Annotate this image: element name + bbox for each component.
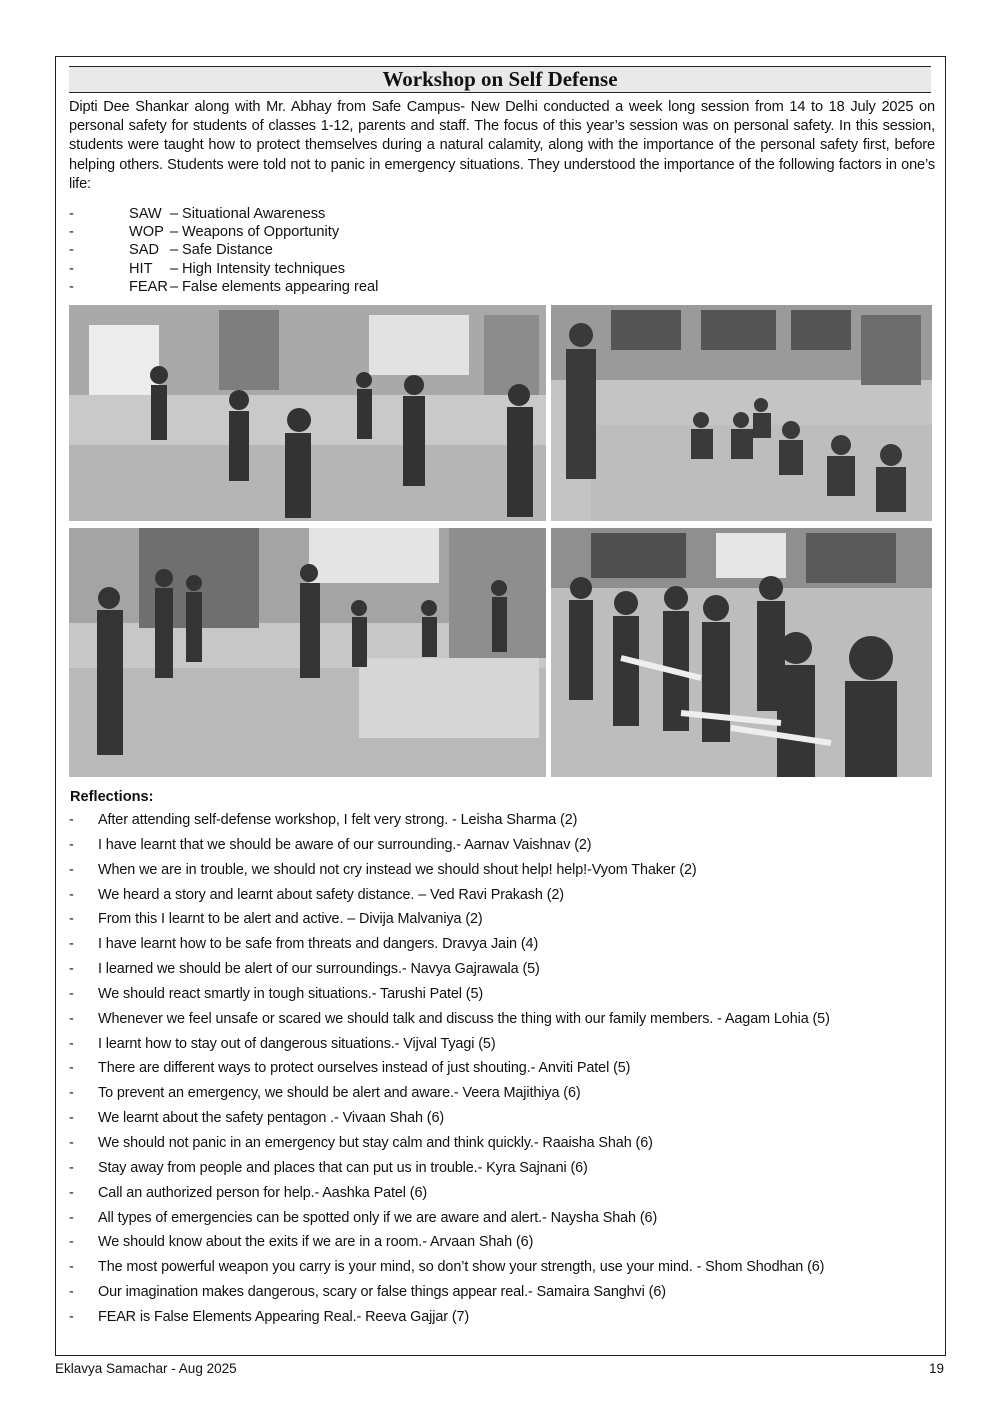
footer-publication: Eklavya Samachar - Aug 2025 — [55, 1361, 237, 1376]
article-intro: Dipti Dee Shankar along with Mr. Abhay from Safe Campus- New Delhi conducted a week long session from 14 to 18 July 2025 on personal safety for students of classes 1-12, parents and staff. The focus of this year’s session was on personal safety. In this session, students were taught how to protect themselves during a natural calamity, along with the importance of the personal safety first, before helping others. Students were told not to panic in emergency situations. They understood the importance of the following factors in one’s life: — [69, 99, 935, 192]
reflection-text: When we are in trouble, we should not cry instead we should shout help! help!-Vyom Thaker (2) — [98, 861, 697, 878]
reflection-item — [69, 858, 939, 883]
reflection-item — [69, 957, 939, 982]
reflection-text: There are different ways to protect ourselves instead of just shouting.- Anviti Patel (5) — [98, 1060, 631, 1077]
reflection-text: After attending self-defense workshop, I felt very strong. - Leisha Sharma (2) — [98, 812, 578, 828]
reflection-text: We heard a story and learnt about safety distance. – Ved Ravi Prakash (2) — [98, 886, 564, 903]
bullet-dash: - — [69, 1308, 74, 1325]
bullet-dash: - — [69, 1134, 74, 1151]
factor-meaning: Weapons of Opportunity — [182, 224, 340, 241]
bullet-dash: - — [69, 911, 74, 928]
bullet-dash: - — [69, 206, 74, 222]
workshop-photo-4 — [551, 528, 932, 777]
reflection-item — [69, 1032, 939, 1057]
bullet-dash: - — [69, 224, 74, 241]
bullet-dash: - — [69, 242, 74, 259]
factor-meaning: Situational Awareness — [182, 206, 326, 222]
reflection-item — [69, 932, 939, 957]
bullet-dash: - — [69, 961, 74, 978]
bullet-dash: - — [69, 936, 74, 953]
reflection-item — [69, 1081, 939, 1106]
bullet-dash: - — [69, 278, 74, 295]
reflection-item — [69, 1131, 939, 1156]
reflection-item — [69, 1280, 939, 1305]
bullet-dash: - — [69, 861, 74, 878]
reflection-item — [69, 833, 939, 858]
reflection-text: FEAR is False Elements Appearing Real.- Reeva Gajjar (7) — [98, 1308, 470, 1325]
factor-abbr: SAD — [129, 242, 160, 259]
photo-illustration — [551, 528, 932, 777]
reflection-item — [69, 1305, 939, 1330]
bullet-dash: - — [69, 260, 74, 277]
bullet-dash: - — [69, 1284, 74, 1301]
reflection-item — [69, 1156, 939, 1181]
bullet-dash: - — [69, 1010, 74, 1027]
factor-item — [69, 205, 569, 223]
bullet-dash: - — [69, 812, 74, 828]
factor-separator: – — [170, 224, 179, 241]
reflection-text: Our imagination makes dangerous, scary or false things appear real.- Samaira Sanghvi (6) — [98, 1284, 666, 1301]
reflection-item — [69, 1007, 939, 1032]
factor-meaning: False elements appearing real — [182, 278, 379, 295]
reflection-item — [69, 1255, 939, 1280]
photo-illustration — [551, 305, 932, 521]
workshop-photo-3 — [69, 528, 546, 777]
reflection-text: I have learnt how to be safe from threats and dangers. Dravya Jain (4) — [98, 936, 539, 953]
factor-list — [69, 205, 569, 296]
reflection-text: I have learnt that we should be aware of our surrounding.- Aarnav Vaishnav (2) — [98, 836, 592, 853]
reflection-item — [69, 982, 939, 1007]
bullet-dash: - — [69, 1259, 74, 1276]
reflections-heading: Reflections: — [70, 789, 154, 805]
reflection-text: Call an authorized person for help.- Aashka Patel (6) — [98, 1184, 428, 1201]
reflection-text: Stay away from people and places that can put us in trouble.- Kyra Sajnani (6) — [98, 1159, 588, 1176]
reflection-text: I learned we should be alert of our surroundings.- Navya Gajrawala (5) — [98, 961, 540, 978]
factor-abbr: WOP — [129, 224, 164, 241]
bullet-dash: - — [69, 985, 74, 1002]
factor-item — [69, 223, 569, 241]
bullet-dash: - — [69, 1184, 74, 1201]
factor-abbr: SAW — [129, 206, 162, 222]
reflection-item — [69, 907, 939, 932]
photo-illustration — [69, 305, 546, 521]
workshop-photo-2 — [551, 305, 932, 521]
factor-separator: – — [170, 260, 179, 277]
factor-separator: – — [170, 278, 179, 295]
factor-meaning: High Intensity techniques — [182, 260, 346, 277]
reflection-item — [69, 1056, 939, 1081]
article-title: Workshop on Self Defense — [382, 67, 618, 91]
bullet-dash: - — [69, 1110, 74, 1127]
reflection-text: Whenever we feel unsafe or scared we should talk and discuss the thing with our family members. - Aagam Lohia (5) — [98, 1010, 830, 1027]
reflection-item — [69, 1206, 939, 1231]
bullet-dash: - — [69, 1234, 74, 1251]
bullet-dash: - — [69, 1209, 74, 1226]
reflection-text: All types of emergencies can be spotted only if we are aware and alert.- Naysha Shah (6) — [98, 1209, 658, 1226]
bullet-dash: - — [69, 1035, 74, 1052]
reflection-text: From this I learnt to be alert and active. – Divija Malvaniya (2) — [98, 911, 483, 928]
photo-illustration — [69, 528, 546, 777]
factor-separator: – — [170, 206, 179, 222]
reflection-text: We learnt about the safety pentagon .- Vivaan Shah (6) — [98, 1110, 445, 1127]
factor-item — [69, 241, 569, 259]
article-title-bar — [69, 66, 931, 93]
footer-page-number: 19 — [928, 1361, 944, 1376]
reflection-text: We should not panic in an emergency but stay calm and think quickly.- Raaisha Shah (6) — [98, 1134, 653, 1151]
factor-meaning: Safe Distance — [182, 242, 273, 259]
reflection-text: I learnt how to stay out of dangerous situations.- Vijval Tyagi (5) — [98, 1035, 496, 1052]
reflection-text: We should react smartly in tough situations.- Tarushi Patel (5) — [98, 985, 484, 1002]
factor-abbr: FEAR — [129, 278, 168, 295]
reflection-text: To prevent an emergency, we should be alert and aware.- Veera Majithiya (6) — [98, 1085, 581, 1102]
factor-item — [69, 260, 569, 278]
reflection-item — [69, 883, 939, 908]
reflection-item — [69, 1230, 939, 1255]
reflection-item — [69, 1181, 939, 1206]
bullet-dash: - — [69, 836, 74, 853]
reflection-item — [69, 1106, 939, 1131]
bullet-dash: - — [69, 1159, 74, 1176]
workshop-photo-1 — [69, 305, 546, 521]
reflection-text: We should know about the exits if we are in a room.- Arvaan Shah (6) — [98, 1234, 534, 1251]
bullet-dash: - — [69, 886, 74, 903]
factor-item — [69, 278, 569, 296]
reflection-text: The most powerful weapon you carry is your mind, so don’t show your strength, use your mind. - Shom Shodhan (6) — [98, 1259, 825, 1276]
reflection-item — [69, 808, 939, 833]
factor-separator: – — [170, 242, 179, 259]
factor-abbr: HIT — [129, 260, 153, 277]
reflections-list — [69, 808, 939, 1330]
bullet-dash: - — [69, 1085, 74, 1102]
bullet-dash: - — [69, 1060, 74, 1077]
